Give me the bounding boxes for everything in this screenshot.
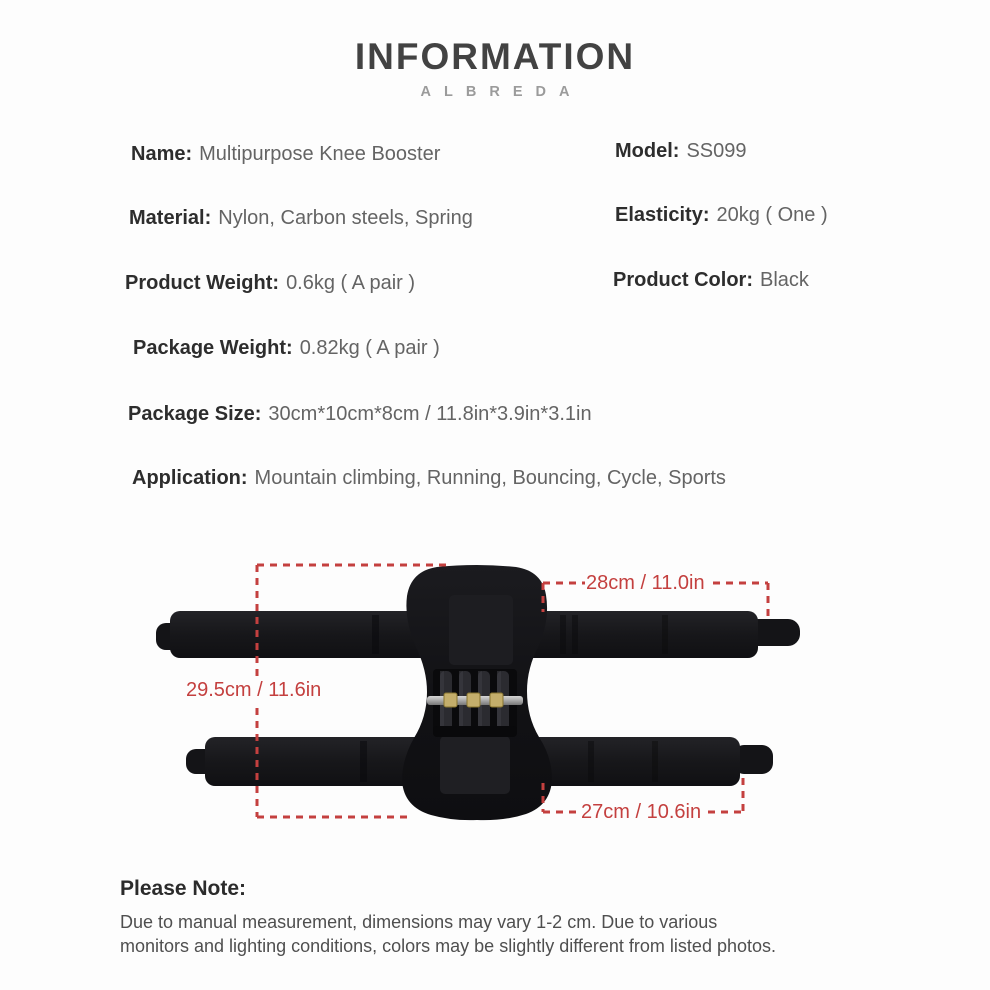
- brass-nut: [444, 693, 457, 707]
- product-photo: [0, 540, 990, 875]
- spec-row-material: [129, 207, 473, 230]
- spec-label: Elasticity:: [615, 204, 710, 226]
- spec-row-model: [615, 140, 747, 163]
- brass-nut: [490, 693, 503, 707]
- spec-value: Multipurpose Knee Booster: [199, 143, 441, 165]
- spec-value: SS099: [686, 140, 747, 162]
- spec-row-product-weight: [125, 272, 415, 295]
- spec-row-package-weight: [133, 337, 440, 360]
- spec-value: 0.82kg ( A pair ): [299, 337, 440, 359]
- spec-value: Nylon, Carbon steels, Spring: [218, 207, 473, 229]
- dimension-label-top-strap: 28cm / 11.0in: [586, 572, 705, 594]
- spec-row-package-size: [128, 403, 592, 426]
- spec-row-name: [131, 143, 440, 166]
- spec-value: Mountain climbing, Running, Bouncing, Cycle, Sports: [254, 467, 726, 489]
- spec-value: 20kg ( One ): [716, 204, 828, 226]
- spec-row-elasticity: [615, 204, 828, 227]
- lower-velcro-patch: [440, 736, 510, 794]
- note-line: Due to manual measurement, dimensions may vary 1-2 cm. Due to various: [120, 912, 718, 932]
- dimension-label-bottom-strap: 27cm / 10.6in: [581, 801, 702, 823]
- spec-label: Package Weight:: [133, 337, 293, 359]
- spec-label: Name:: [131, 143, 193, 165]
- spec-label: Material:: [129, 207, 212, 229]
- spec-label: Product Color:: [613, 269, 753, 291]
- page-title: INFORMATION: [354, 36, 636, 77]
- brand-name: ALBREDA: [420, 84, 583, 100]
- spec-row-product-color: [613, 269, 809, 292]
- spec-label: Model:: [615, 140, 680, 162]
- spec-label: Package Size:: [128, 403, 262, 425]
- spec-value: 30cm*10cm*8cm / 11.8in*3.9in*3.1in: [268, 403, 592, 425]
- upper-velcro-patch: [449, 595, 513, 665]
- note-line: monitors and lighting conditions, colors may be slightly different from listed photos.: [120, 936, 776, 956]
- spring-mechanism: [427, 669, 523, 737]
- dimension-label-height: 29.5cm / 11.6in: [182, 677, 325, 703]
- note-heading: Please Note:: [120, 877, 247, 900]
- spec-value: 0.6kg ( A pair ): [286, 272, 416, 294]
- spec-label: Product Weight:: [125, 272, 280, 294]
- spec-value: Black: [760, 269, 809, 291]
- spec-label: Application:: [132, 467, 248, 489]
- spec-row-application: [132, 467, 726, 490]
- brass-nut: [467, 693, 480, 707]
